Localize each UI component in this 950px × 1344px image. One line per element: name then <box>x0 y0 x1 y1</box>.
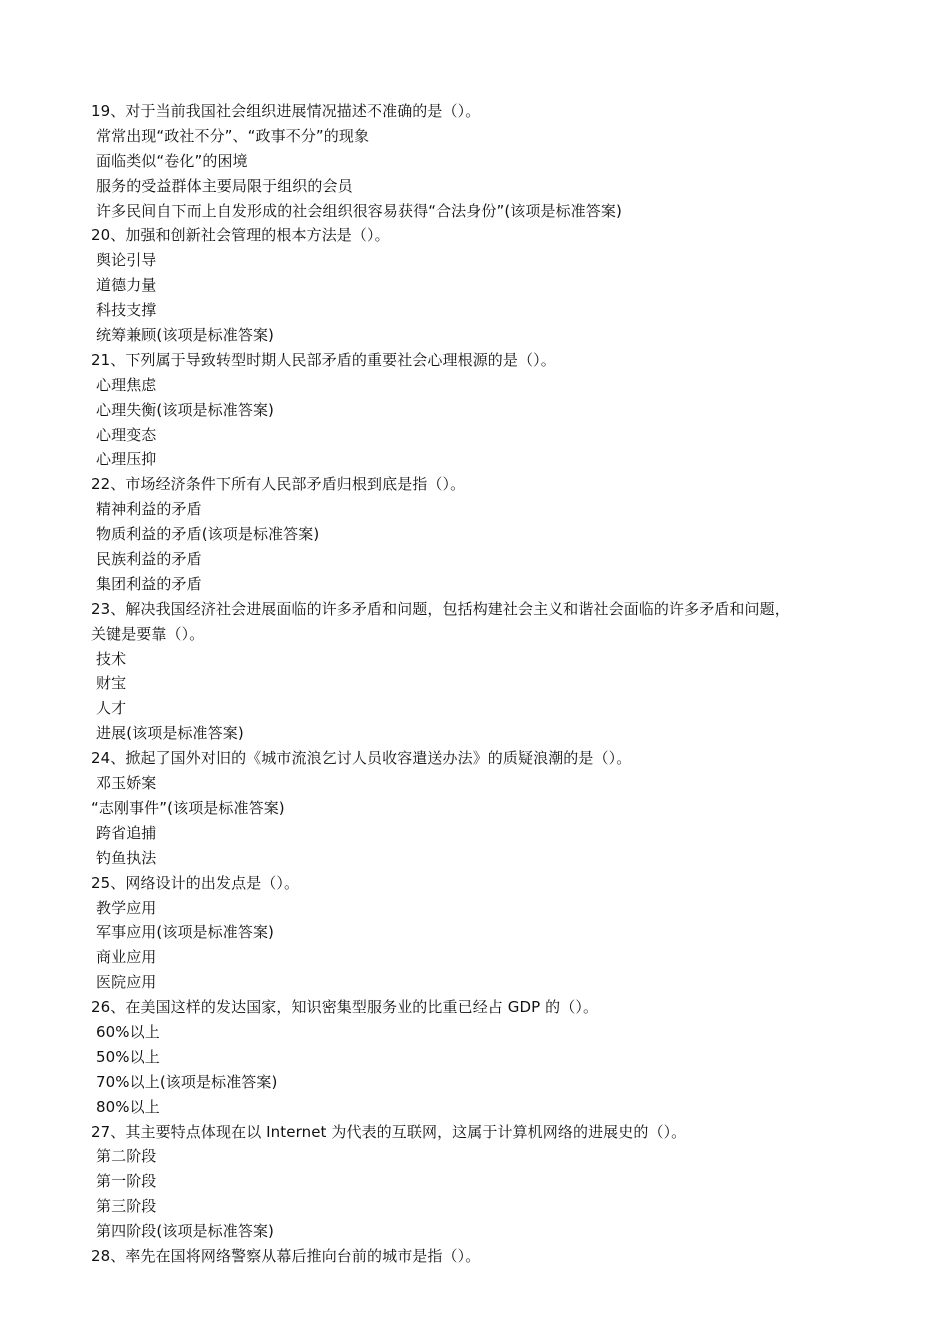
option-line: 道德力量 <box>96 276 157 295</box>
question-line: 27、其主要特点体现在以 Internet 为代表的互联网，这属于计算机网络的进展史的（）。 <box>91 1122 687 1141</box>
question-line: 21、下列属于导致转型时期人民部矛盾的重要社会心理根源的是（）。 <box>91 350 556 369</box>
question-line: 19、对于当前我国社会组织进展情况描述不准确的是（）。 <box>91 102 481 120</box>
option-line: 科技支撑 <box>96 301 157 320</box>
option-line: 技术 <box>96 649 127 668</box>
option-line: 第三阶段 <box>96 1197 157 1216</box>
option-line: 许多民间自下而上自发形成的社会组织很容易获得“合法身份”(该项是标准答案) <box>96 201 622 220</box>
option-line: 80%以上 <box>96 1097 160 1116</box>
option-line: 军事应用(该项是标准答案) <box>96 923 275 942</box>
option-line: “志刚事件”(该项是标准答案) <box>91 798 285 817</box>
question-line: 24、掀起了国外对旧的《城市流浪乞讨人员收容遣送办法》的质疑浪潮的是（）。 <box>91 749 632 768</box>
option-line: 第二阶段 <box>96 1147 157 1166</box>
question-line: 关键是要靠（）。 <box>91 624 205 643</box>
option-line: 医院应用 <box>96 973 157 992</box>
option-line: 商业应用 <box>96 948 157 967</box>
option-line: 精神利益的矛盾 <box>96 500 202 519</box>
option-line: 集团利益的矛盾 <box>96 574 202 593</box>
option-line: 常常出现“政社不分”、“政事不分”的现象 <box>96 126 370 145</box>
option-line: 服务的受益群体主要局限于组织的会员 <box>96 176 353 195</box>
option-line: 第四阶段(该项是标准答案) <box>96 1222 275 1241</box>
option-line: 面临类似“卷化”的困境 <box>96 151 248 170</box>
option-line: 财宝 <box>96 674 127 693</box>
option-line: 心理压抑 <box>96 450 157 469</box>
question-line: 20、加强和创新社会管理的根本方法是（）。 <box>91 226 390 245</box>
option-line: 人才 <box>96 699 127 718</box>
option-line: 心理变态 <box>96 425 157 444</box>
option-line: 60%以上 <box>96 1022 160 1041</box>
option-line: 民族利益的矛盾 <box>96 550 202 569</box>
question-list <box>91 99 881 1269</box>
option-line: 心理失衡(该项是标准答案) <box>96 400 275 419</box>
option-line: 心理焦虑 <box>96 375 157 394</box>
option-line: 第一阶段 <box>96 1172 157 1191</box>
option-line: 统筹兼顾(该项是标准答案) <box>96 326 275 345</box>
option-line: 进展(该项是标准答案) <box>96 724 244 743</box>
option-line: 舆论引导 <box>96 251 157 270</box>
question-line: 25、网络设计的出发点是（）。 <box>91 873 300 892</box>
option-line: 邓玉娇案 <box>96 774 157 793</box>
option-line: 物质利益的矛盾(该项是标准答案) <box>96 525 320 544</box>
question-line: 28、率先在国将网络警察从幕后推向台前的城市是指（）。 <box>91 1246 481 1265</box>
question-line: 26、在美国这样的发达国家，知识密集型服务业的比重已经占 GDP 的（）。 <box>91 998 599 1017</box>
question-line: 22、市场经济条件下所有人民部矛盾归根到底是指（）。 <box>91 475 466 494</box>
option-line: 跨省追捕 <box>96 823 157 842</box>
option-line: 50%以上 <box>96 1047 160 1066</box>
option-line: 钓鱼执法 <box>96 848 157 867</box>
option-line: 70%以上(该项是标准答案) <box>96 1072 278 1091</box>
question-line: 23、解决我国经济社会进展面临的许多矛盾和问题，包括构建社会主义和谐社会面临的许多矛盾和问题， <box>91 599 790 618</box>
option-line: 教学应用 <box>96 898 157 917</box>
